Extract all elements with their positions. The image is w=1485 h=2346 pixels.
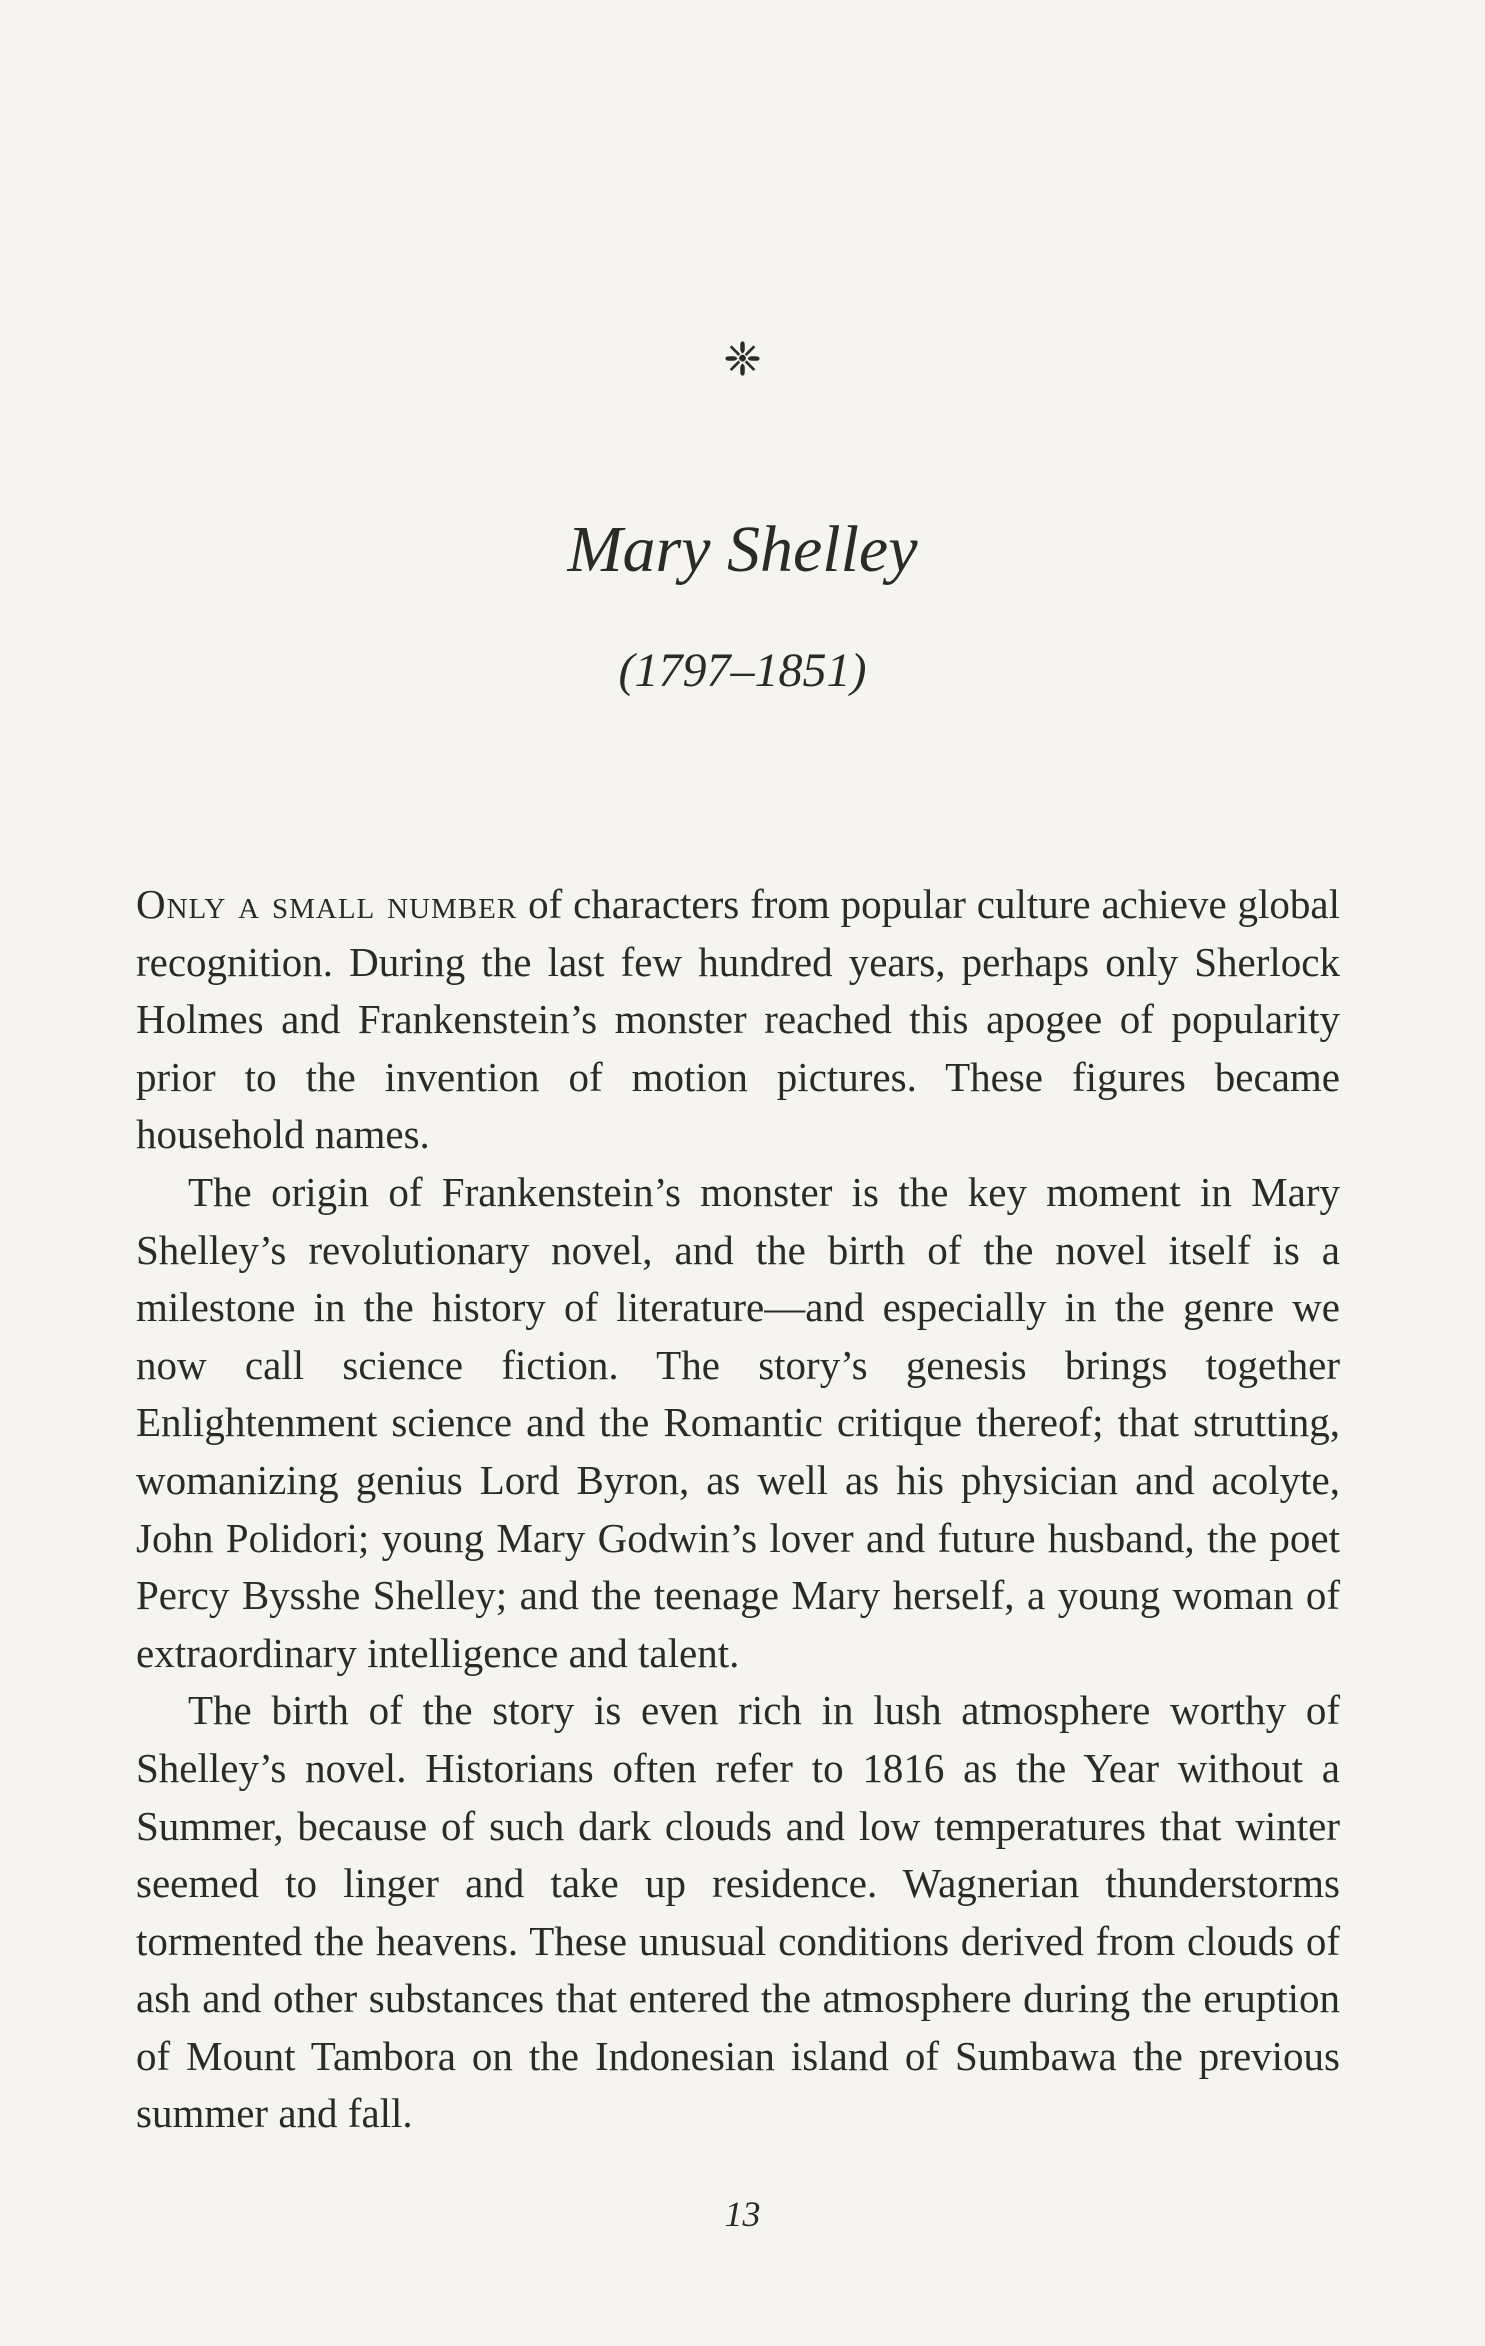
chapter-title: Mary Shelley — [567, 513, 918, 586]
ornament-icon: ❈ — [723, 334, 762, 385]
lead-in: Only a small number — [136, 881, 518, 927]
body-text — [136, 876, 1340, 2143]
paragraph-3: The birth of the story is even rich in lush atmosphere worthy of Shelley’s novel. Historians often refer to 1816 as the Year without a Summer, because of such dark clouds and low temperatures that winter seemed to linger and take up residence. Wagnerian thunderstorms tormented the heavens. These unusual conditions derived from clouds of ash and other substances that entered the atmosphere during the eruption of Mount Tambora on the Indonesian island of Sumbawa the previous summer and fall. — [136, 1687, 1340, 2137]
paragraph-1 — [136, 876, 1340, 1164]
paragraph-2: The origin of Frankenstein’s monster is the key moment in Mary Shelley’s revolutionary novel, and the birth of the novel itself is a milestone in the history of literature—and especially in the genre we now call science fiction. The story’s genesis brings together Enlightenment science and the Romantic critique thereof; that strutting, womanizing genius Lord Byron, as well as his physician and acolyte, John Polidori; young Mary Godwin’s lover and future husband, the poet Percy Bysshe Shelley; and the teenage Mary herself, a young woman of extraordinary intelligence and talent. — [136, 1168, 1340, 1676]
page-number: 13 — [724, 2194, 761, 2234]
chapter-dates: (1797–1851) — [618, 644, 867, 697]
paragraph-text: of characters from popular culture achieve global recognition. During the last few hundred years, perhaps only Sherlock Holmes and Frankenstein’s monster reached this apogee of popularity prior to the invention of motion pictures. These figures became household names. — [136, 881, 1340, 1158]
